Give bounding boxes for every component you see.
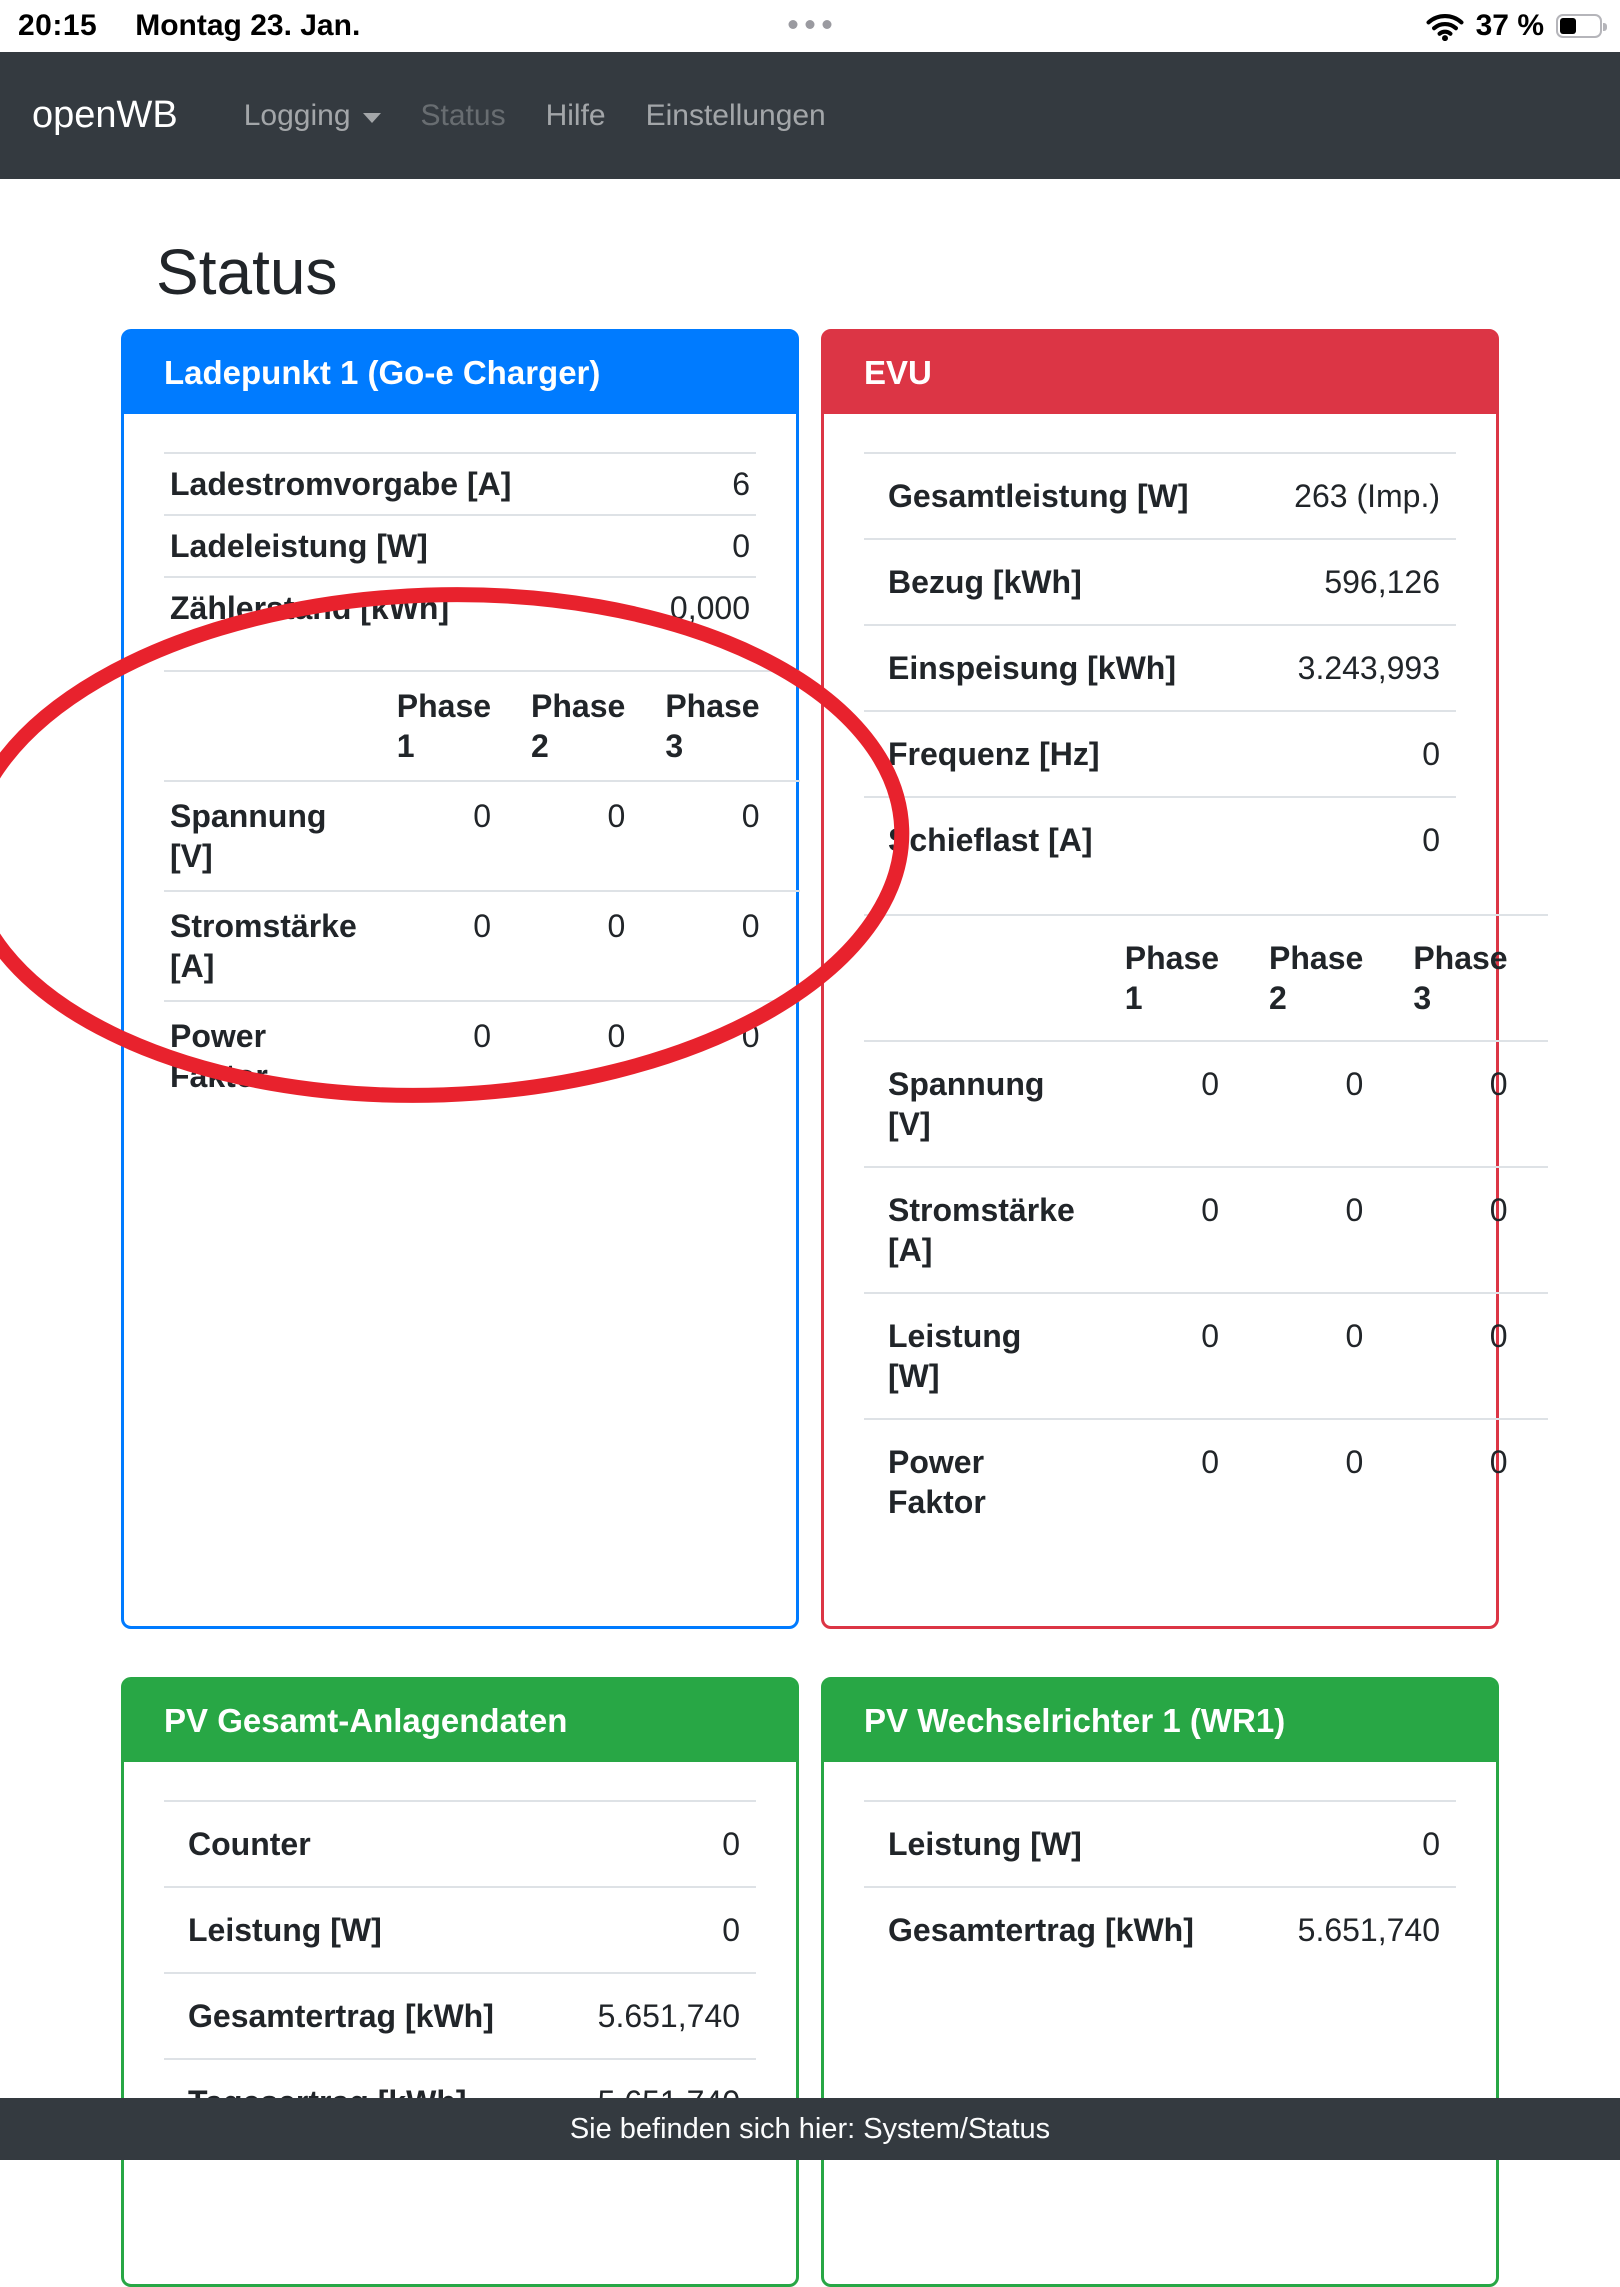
- phase-value: 0: [1235, 1167, 1379, 1293]
- table-row: [864, 1419, 1548, 1544]
- multitasking-dots-icon: [789, 20, 832, 29]
- phase-value: 0: [1379, 1041, 1547, 1167]
- card-ladepunkt-1-title: Ladepunkt 1 (Go-e Charger): [124, 332, 796, 414]
- row-label: Leistung [W]: [864, 1293, 1091, 1419]
- phase-value: 0: [631, 891, 799, 1001]
- table-row: [864, 1293, 1548, 1419]
- phase-header: Phase 1: [1091, 915, 1235, 1041]
- phase-header-row: [864, 915, 1548, 1041]
- table-row: [864, 1801, 1456, 1887]
- phase-value: 0: [363, 1001, 497, 1110]
- row-value: 596,126: [1219, 539, 1456, 625]
- row-label: Gesamtleistung [W]: [864, 453, 1219, 539]
- brand-openwb[interactable]: openWB: [32, 94, 178, 136]
- phase-value: 0: [497, 1001, 631, 1110]
- row-label: Ladestromvorgabe [A]: [164, 453, 519, 515]
- table-row: [164, 577, 756, 638]
- row-label: Stromstärke [A]: [164, 891, 363, 1001]
- row-label: Leistung [W]: [864, 1801, 1219, 1887]
- phase-value: 0: [363, 891, 497, 1001]
- footer-breadcrumb-bar: [0, 2098, 1620, 2160]
- table-row: [864, 453, 1456, 539]
- table-row: [164, 453, 756, 515]
- row-value: 3.243,993: [1219, 625, 1456, 711]
- evu-phase-table: [864, 914, 1548, 1544]
- card-pv-gesamt-title: PV Gesamt-Anlagendaten: [124, 1680, 796, 1762]
- phase-value: 0: [631, 781, 799, 891]
- ladepunkt-1-values-table: [164, 452, 756, 638]
- cards-row-pv: [110, 1677, 1510, 2287]
- row-label: Schieflast [A]: [864, 797, 1219, 882]
- row-value: 0: [519, 515, 756, 577]
- table-row: [164, 781, 800, 891]
- wifi-icon: [1426, 11, 1464, 41]
- table-row: [864, 711, 1456, 797]
- phase-value: 0: [1091, 1293, 1235, 1419]
- ladepunkt-1-phase-table: [164, 670, 800, 1110]
- row-label: Ladeleistung [W]: [164, 515, 519, 577]
- table-row: [864, 625, 1456, 711]
- card-pv-wechselrichter-1: [821, 1677, 1499, 2287]
- navbar: [0, 52, 1620, 179]
- breadcrumb: Sie befinden sich hier: System/Status: [569, 2112, 1051, 2145]
- phase-value: 0: [363, 781, 497, 891]
- phase-header: Phase 2: [497, 671, 631, 781]
- phase-value: 0: [1235, 1419, 1379, 1544]
- phase-header: Phase 3: [1379, 915, 1547, 1041]
- table-row: [164, 1887, 756, 1973]
- card-pv-gesamt: [121, 1677, 799, 2287]
- pv-gesamt-values-table: [164, 1800, 756, 2144]
- phase-value: 0: [631, 1001, 799, 1110]
- row-label: Counter: [164, 1801, 519, 1887]
- battery-icon: [1556, 14, 1602, 38]
- table-row: [164, 891, 800, 1001]
- card-evu: [821, 329, 1508, 1629]
- main-content: [0, 237, 1620, 2287]
- row-label: Stromstärke [A]: [864, 1167, 1091, 1293]
- card-pv-wr1-title: PV Wechselrichter 1 (WR1): [824, 1680, 1496, 1762]
- row-label: Gesamtertrag [kWh]: [864, 1887, 1219, 1972]
- table-row: [164, 1801, 756, 1887]
- clock: 20:15: [18, 9, 98, 42]
- table-row: [864, 1887, 1456, 1972]
- row-label: Leistung [W]: [164, 1887, 519, 1973]
- phase-value: 0: [1235, 1041, 1379, 1167]
- phase-header: Phase 3: [631, 671, 799, 781]
- phase-value: 0: [1235, 1293, 1379, 1419]
- nav-item-logging[interactable]: Logging: [224, 99, 401, 133]
- table-row: [164, 1001, 800, 1110]
- table-row: [864, 539, 1456, 625]
- phase-value: 0: [1091, 1167, 1235, 1293]
- row-label: Einspeisung [kWh]: [864, 625, 1219, 711]
- row-label: Frequenz [Hz]: [864, 711, 1219, 797]
- nav-item-hilfe[interactable]: Hilfe: [545, 98, 606, 132]
- phase-value: 0: [1091, 1419, 1235, 1544]
- row-value: 0: [1219, 1801, 1456, 1887]
- table-row: [164, 515, 756, 577]
- row-value: 6: [519, 453, 756, 515]
- chevron-down-icon: [363, 113, 381, 123]
- row-value: 5.651,740: [1219, 1887, 1456, 1972]
- phase-value: 0: [1379, 1293, 1547, 1419]
- table-row: [164, 1973, 756, 2059]
- phase-value: 0: [497, 781, 631, 891]
- row-value: 0: [1219, 797, 1456, 882]
- ios-status-bar: [0, 0, 1620, 52]
- card-ladepunkt-1: [121, 329, 799, 1629]
- table-row: [864, 1041, 1548, 1167]
- phase-value: 0: [1091, 1041, 1235, 1167]
- nav-item-status[interactable]: Status: [420, 98, 506, 132]
- row-value: 5.651,740: [519, 1973, 756, 2059]
- row-value: 0,000: [519, 577, 756, 638]
- row-label: Spannung [V]: [164, 781, 363, 891]
- row-value: 0: [519, 1801, 756, 1887]
- table-row: [864, 797, 1456, 882]
- phase-value: 0: [1379, 1167, 1547, 1293]
- row-label: Spannung [V]: [864, 1041, 1091, 1167]
- page-title: Status: [156, 236, 338, 308]
- cards-row-top: [110, 329, 1510, 1629]
- row-label: Power Faktor: [164, 1001, 363, 1110]
- row-label: Zählerstand [kWh]: [164, 577, 519, 638]
- evu-values-table: [864, 452, 1456, 882]
- row-value: 0: [1219, 711, 1456, 797]
- battery-percent: 37 %: [1475, 9, 1544, 42]
- row-label: Power Faktor: [864, 1419, 1091, 1544]
- row-label: Bezug [kWh]: [864, 539, 1219, 625]
- card-evu-title: EVU: [824, 332, 1496, 414]
- pv-wr1-values-table: [864, 1800, 1456, 1972]
- phase-value: 0: [497, 891, 631, 1001]
- row-value: 0: [519, 1887, 756, 1973]
- date: Montag 23. Jan.: [135, 9, 361, 42]
- row-value: 263 (Imp.): [1219, 453, 1456, 539]
- row-label: Gesamtertrag [kWh]: [164, 1973, 519, 2059]
- phase-header: Phase 2: [1235, 915, 1379, 1041]
- nav-item-einstellungen[interactable]: Einstellungen: [645, 98, 826, 132]
- table-row: [864, 1167, 1548, 1293]
- phase-header: Phase 1: [363, 671, 497, 781]
- phase-value: 0: [1379, 1419, 1547, 1544]
- phase-header-row: [164, 671, 800, 781]
